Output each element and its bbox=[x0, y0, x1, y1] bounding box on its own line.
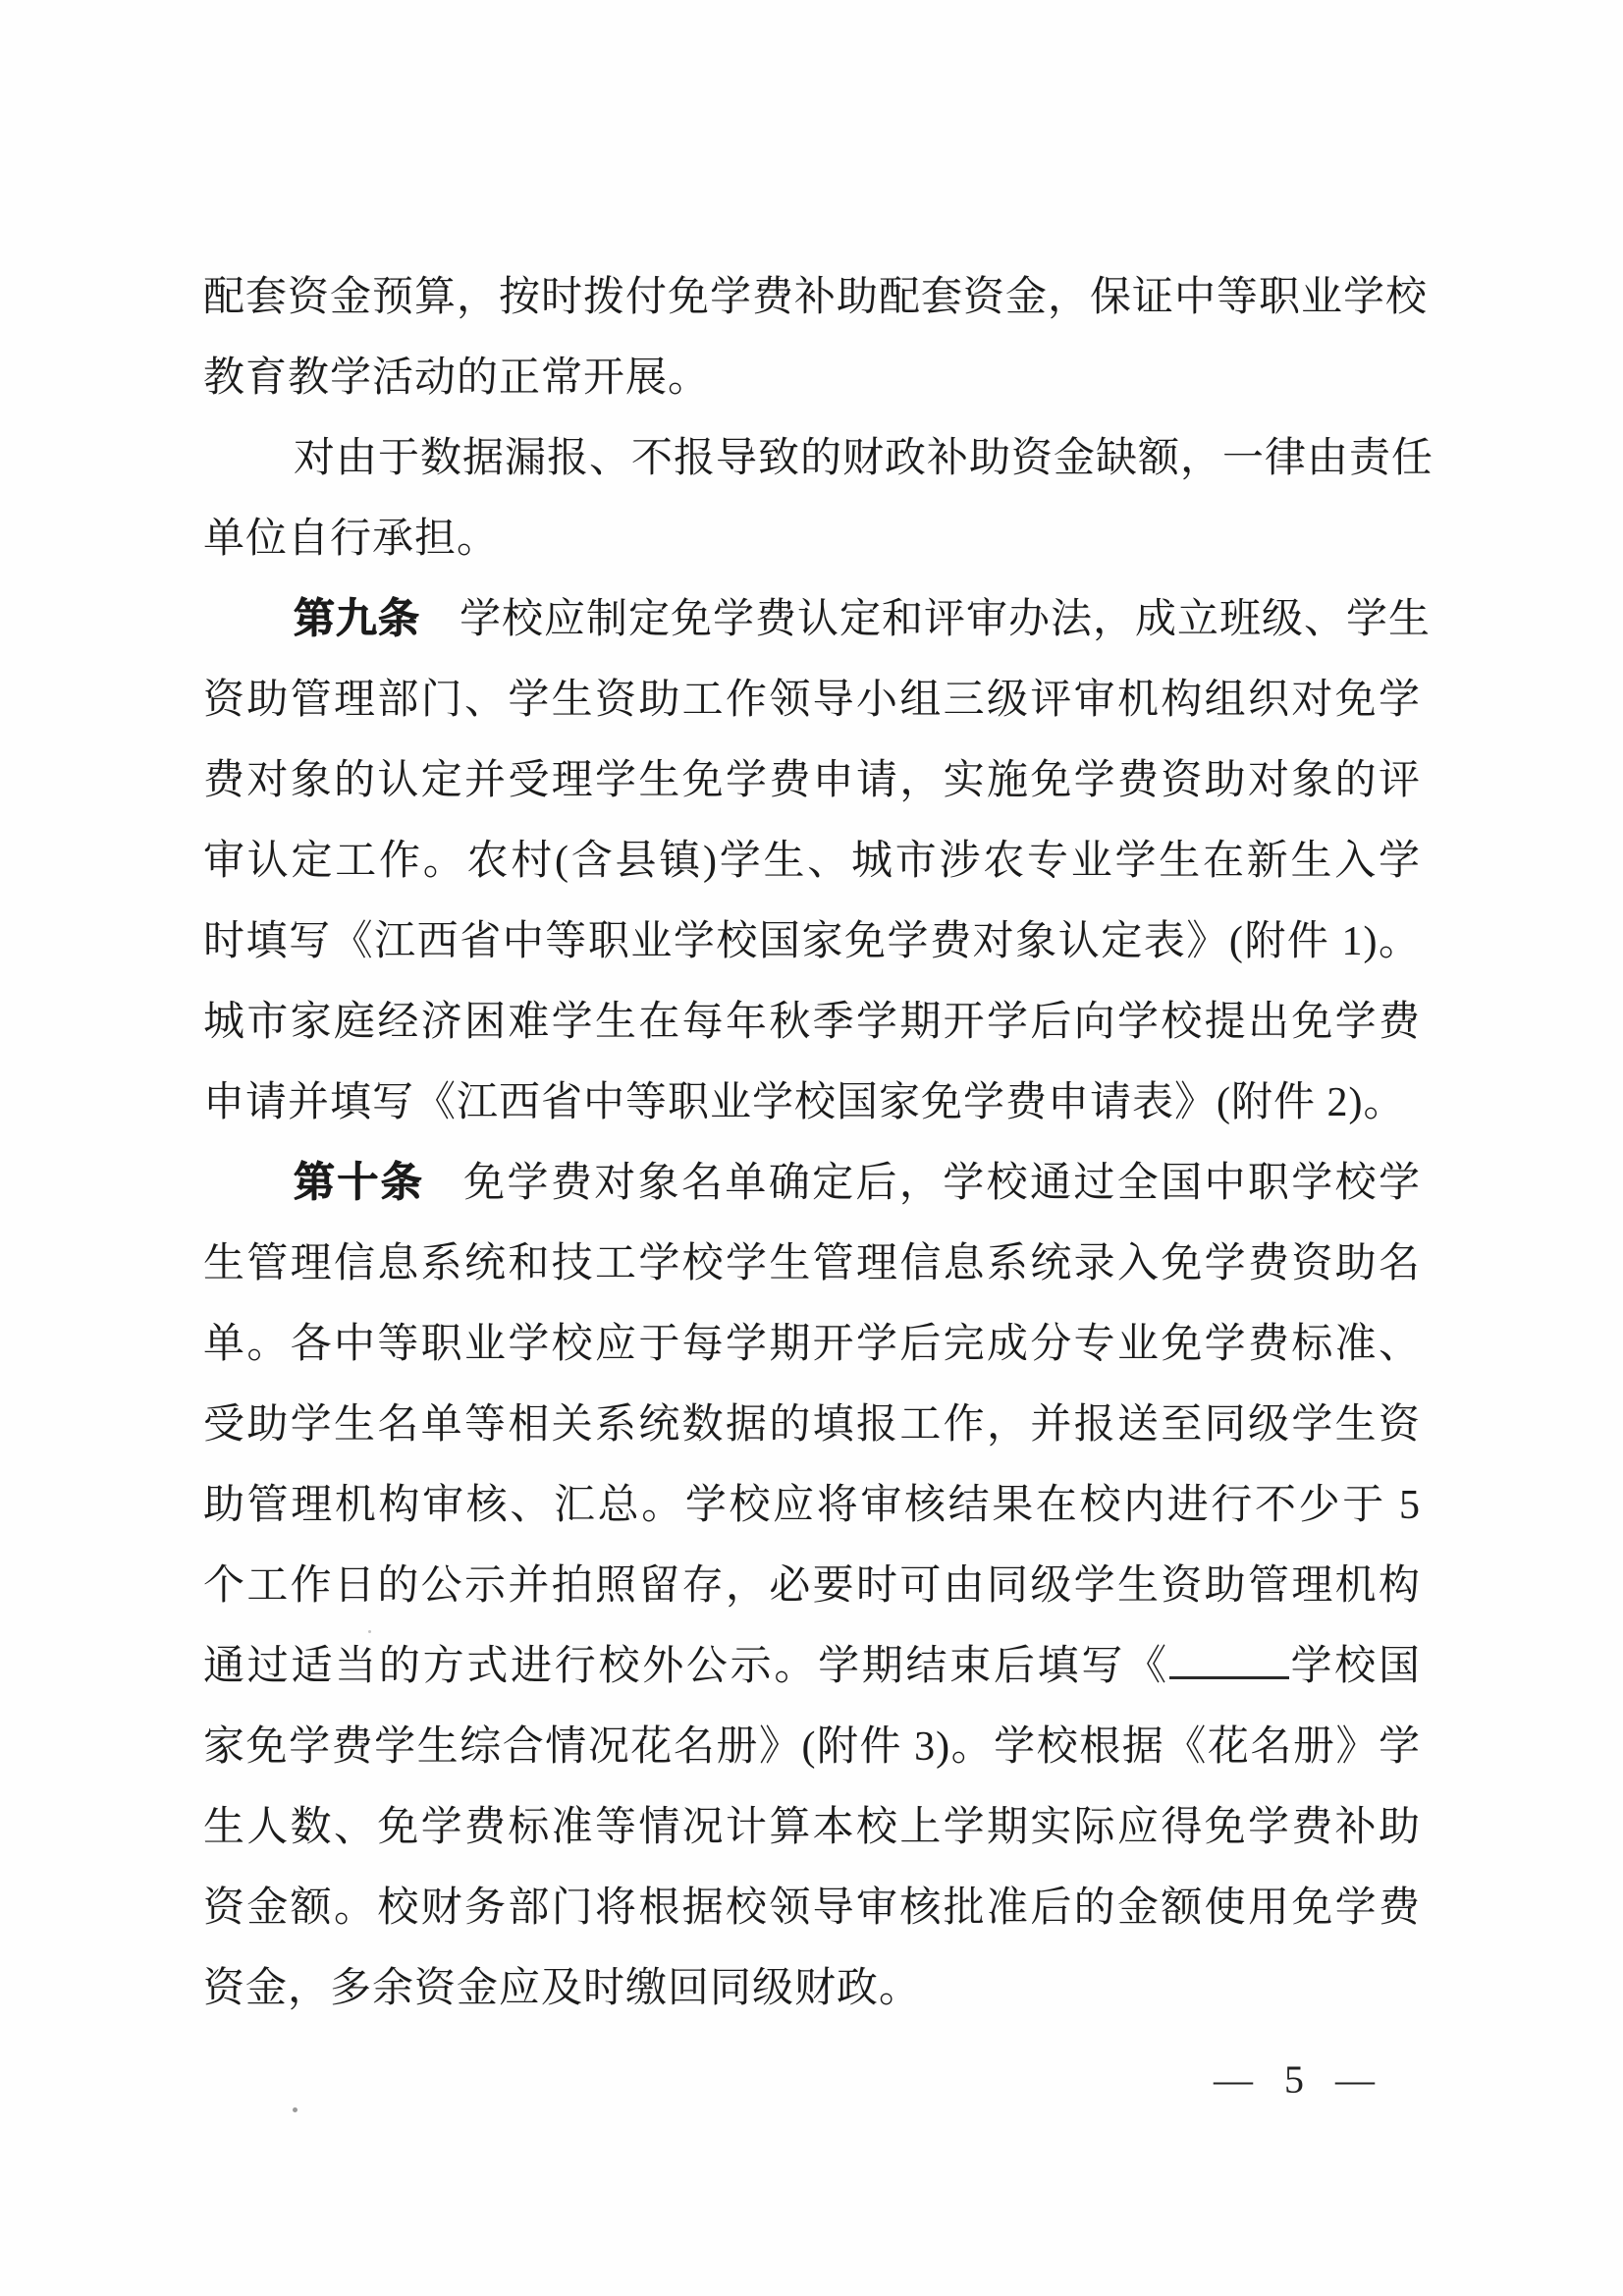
text-line: 城市家庭经济困难学生在每年秋季学期开学后向学校提出免学费 bbox=[203, 1000, 1421, 1045]
article-10-heading: 第十条 bbox=[294, 1161, 425, 1206]
scan-speck bbox=[368, 1630, 371, 1633]
text-line: 资助管理部门、学生资助工作领导小组三级评审机构组织对免学 bbox=[203, 678, 1421, 723]
text-line: 通过适当的方式进行校外公示。学期结束后填写《 bbox=[203, 1644, 1169, 1689]
text-line: 学校应制定免学费认定和评审办法，成立班级、学生 bbox=[460, 597, 1432, 642]
scan-speck bbox=[293, 2107, 298, 2112]
text-line: 教育教学活动的正常开展。 bbox=[203, 355, 711, 401]
text-line: 对由于数据漏报、不报导致的财政补助资金缺额，一律由责任 bbox=[294, 436, 1434, 481]
blank-underline bbox=[1169, 1667, 1289, 1679]
text-line: 学校国 bbox=[1288, 1644, 1421, 1689]
text-line: 配套资金预算，按时拨付免学费补助配套资金，保证中等职业学校 bbox=[203, 275, 1429, 320]
text-line: 资金，多余资金应及时缴回同级财政。 bbox=[203, 1966, 922, 2011]
text-line: 时填写《江西省中等职业学校国家免学费对象认定表》(附件 1)。 bbox=[203, 919, 1421, 964]
text-line: 审认定工作。农村(含县镇)学生、城市涉农专业学生在新生入学 bbox=[203, 839, 1421, 884]
text-line: 生人数、免学费标准等情况计算本校上学期实际应得免学费补助 bbox=[203, 1805, 1421, 1850]
text-line: 家免学费学生综合情况花名册》(附件 3)。学校根据《花名册》学 bbox=[203, 1724, 1421, 1770]
text-line: 受助学生名单等相关系统数据的填报工作，并报送至同级学生资 bbox=[203, 1402, 1421, 1448]
text-line: 费对象的认定并受理学生免学费申请，实施免学费资助对象的评 bbox=[203, 758, 1421, 803]
document-text-block bbox=[203, 257, 1434, 2029]
text-line: 免学费对象名单确定后，学校通过全国中职学校学 bbox=[463, 1161, 1421, 1206]
text-line: 单。各中等职业学校应于每学期开学后完成分专业免学费标准、 bbox=[203, 1322, 1421, 1367]
article-10-line bbox=[203, 1143, 1421, 1224]
text-line: 申请并填写《江西省中等职业学校国家免学费申请表》(附件 2)。 bbox=[203, 1080, 1406, 1125]
text-line: 助管理机构审核、汇总。学校应将审核结果在校内进行不少于 5 bbox=[203, 1483, 1421, 1528]
text-line: 资金额。校财务部门将根据校领导审核批准后的金额使用免学费 bbox=[203, 1886, 1421, 1931]
article-9-line bbox=[203, 579, 1432, 660]
text-line: 生管理信息系统和技工学校学生管理信息系统录入免学费资助名 bbox=[203, 1241, 1421, 1286]
text-line: 单位自行承担。 bbox=[203, 517, 500, 562]
article-9-heading: 第九条 bbox=[294, 597, 421, 642]
blank-form-line bbox=[203, 1626, 1421, 1707]
text-line: 个工作日的公示并拍照留存，必要时可由同级学生资助管理机构 bbox=[203, 1563, 1421, 1609]
page-number: — 5 — bbox=[1214, 2057, 1375, 2102]
